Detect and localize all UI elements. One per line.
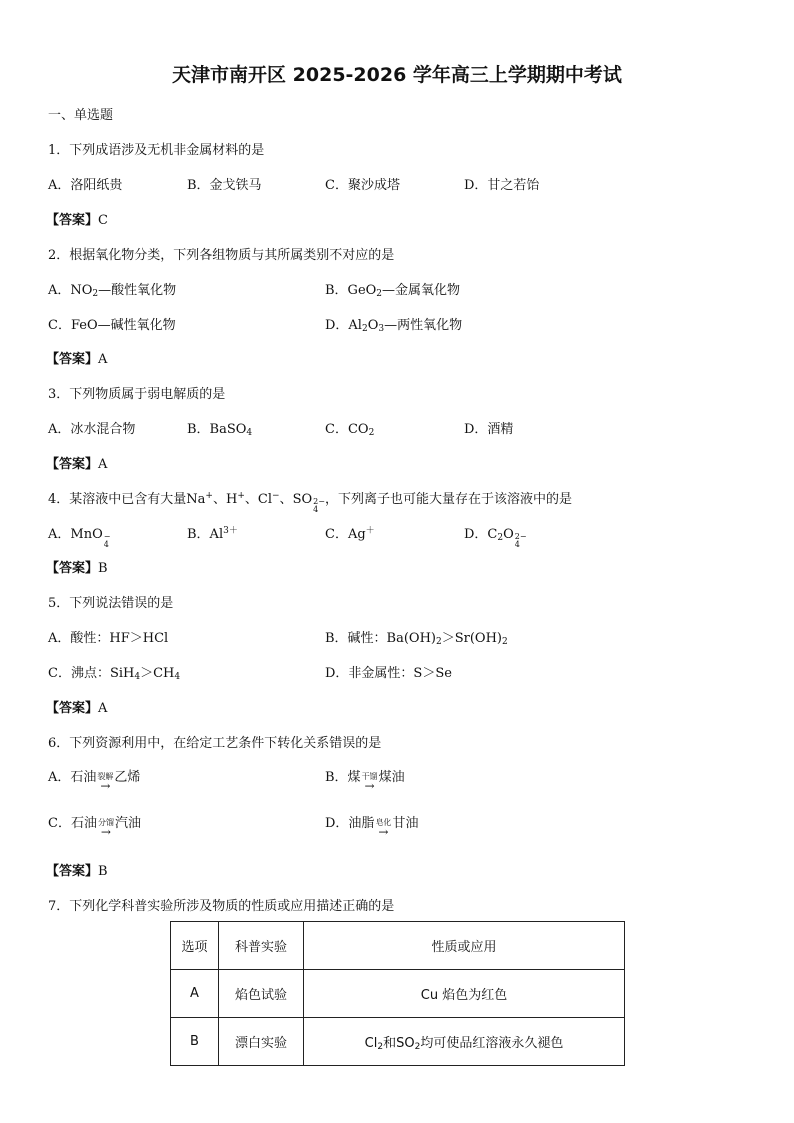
question-4-option-d: D．$C_2O$ 2− 4 [464, 527, 527, 549]
answer-label: 【答案】 [46, 352, 99, 367]
answer-value: A [98, 352, 108, 367]
question-7-table [170, 921, 625, 1066]
question-4-option-b: B．$Al^{3+}$ [187, 526, 238, 542]
answer-label: 【答案】 [46, 864, 99, 879]
question-6-option-a: A．石油 裂解 → 乙烯 [48, 770, 141, 793]
question-1-option-a: A．洛阳纸贵 [48, 178, 123, 193]
answer-value: A [98, 701, 108, 716]
table-cell-option: B [171, 1018, 219, 1066]
question-4-option-a: A．MnO − 4 [48, 527, 111, 549]
section-heading: 一、单选题 [48, 108, 114, 123]
question-5-option-c: C．沸点：$SiH_4>CH_4$ [48, 666, 181, 682]
table-header-cell: 选项 [171, 922, 219, 970]
question-6-option-d: D．油脂 皂化 → 甘油 [325, 816, 419, 839]
answer-value: C [98, 213, 108, 228]
question-1-stem: 1．下列成语涉及无机非金属材料的是 [48, 143, 265, 158]
reaction-arrow: 分馏 → [97, 818, 114, 839]
table-header-cell: 科普实验 [219, 922, 304, 970]
question-6-option-b: B．煤 干馏 → 煤油 [325, 770, 405, 793]
question-3-stem: 3．下列物质属于弱电解质的是 [48, 387, 226, 402]
question-5-answer [46, 697, 107, 716]
question-4-option-c: C．Ag＋ [325, 526, 375, 542]
question-3-answer [46, 453, 107, 472]
question-1-option-b: B．金戈铁马 [187, 178, 262, 193]
answer-value: B [98, 864, 108, 879]
table-header-cell: 性质或应用 [304, 922, 625, 970]
page-title: 天津市南开区 2025-2026 学年高三上学期期中考试 [172, 64, 622, 86]
table-cell-option: A [171, 970, 219, 1018]
question-5-option-b: B．碱性：$Ba(OH)_2>Sr(OH)_2$ [325, 631, 508, 647]
answer-label: 【答案】 [46, 561, 99, 576]
question-2-stem: 2．根据氧化物分类，下列各组物质与其所属类别不对应的是 [48, 248, 395, 263]
question-4-stem: 4．某溶液中已含有大量Na+、H+、Cl−、SO 2− 4 ，下列离子也可能大量存在于该溶液中的是 [48, 491, 572, 514]
reaction-arrow: 皂化 → [375, 818, 392, 839]
question-3-option-c: C．$CO_2$ [325, 422, 375, 438]
question-2-answer [46, 348, 107, 367]
table-row [171, 1018, 625, 1066]
question-7-stem: 7．下列化学科普实验所涉及物质的性质或应用描述正确的是 [48, 899, 395, 914]
answer-value: A [98, 457, 108, 472]
table-row [171, 970, 625, 1018]
question-1-option-c: C．聚沙成塔 [325, 178, 400, 193]
answer-value: B [98, 561, 108, 576]
question-3-option-d: D．酒精 [464, 422, 514, 437]
question-6-option-c: C．石油 分馏 → 汽油 [48, 816, 141, 839]
question-3-option-b: B．BaSO$_4$ [187, 422, 253, 438]
answer-label: 【答案】 [46, 457, 99, 472]
reaction-arrow: 裂解 → [97, 772, 114, 793]
table-cell-experiment: 焰色试验 [219, 970, 304, 1018]
answer-label: 【答案】 [46, 213, 99, 228]
question-2-option-a: A．$NO_2—$酸性氧化物 [48, 283, 177, 299]
question-3-option-a: A．冰水混合物 [48, 422, 136, 437]
question-2-option-b: B．GeO$_2$—金属氧化物 [325, 283, 461, 299]
question-5-stem: 5．下列说法错误的是 [48, 596, 174, 611]
answer-label: 【答案】 [46, 701, 99, 716]
question-1-answer [46, 209, 108, 228]
table-cell-property: Cu 焰色为红色 [304, 970, 625, 1018]
question-1-option-d: D．甘之若饴 [464, 178, 540, 193]
reaction-arrow: 干馏 → [361, 772, 378, 793]
question-2-option-d: D．$Al_2O_3—$两性氧化物 [325, 318, 463, 334]
table-cell-property: $Cl_2$和$SO_2$均可使品红溶液永久褪色 [304, 1018, 625, 1066]
table-cell-experiment: 漂白实验 [219, 1018, 304, 1066]
question-4-answer [46, 557, 108, 576]
question-5-option-d: D．非金属性：S＞Se [325, 666, 452, 681]
table-header-row [171, 922, 625, 970]
question-6-stem: 6．下列资源利用中，在给定工艺条件下转化关系错误的是 [48, 736, 382, 751]
question-2-option-c: C．FeO—碱性氧化物 [48, 318, 176, 333]
question-5-option-a: A．酸性：HF＞HCl [48, 631, 169, 646]
question-6-answer [46, 860, 108, 879]
